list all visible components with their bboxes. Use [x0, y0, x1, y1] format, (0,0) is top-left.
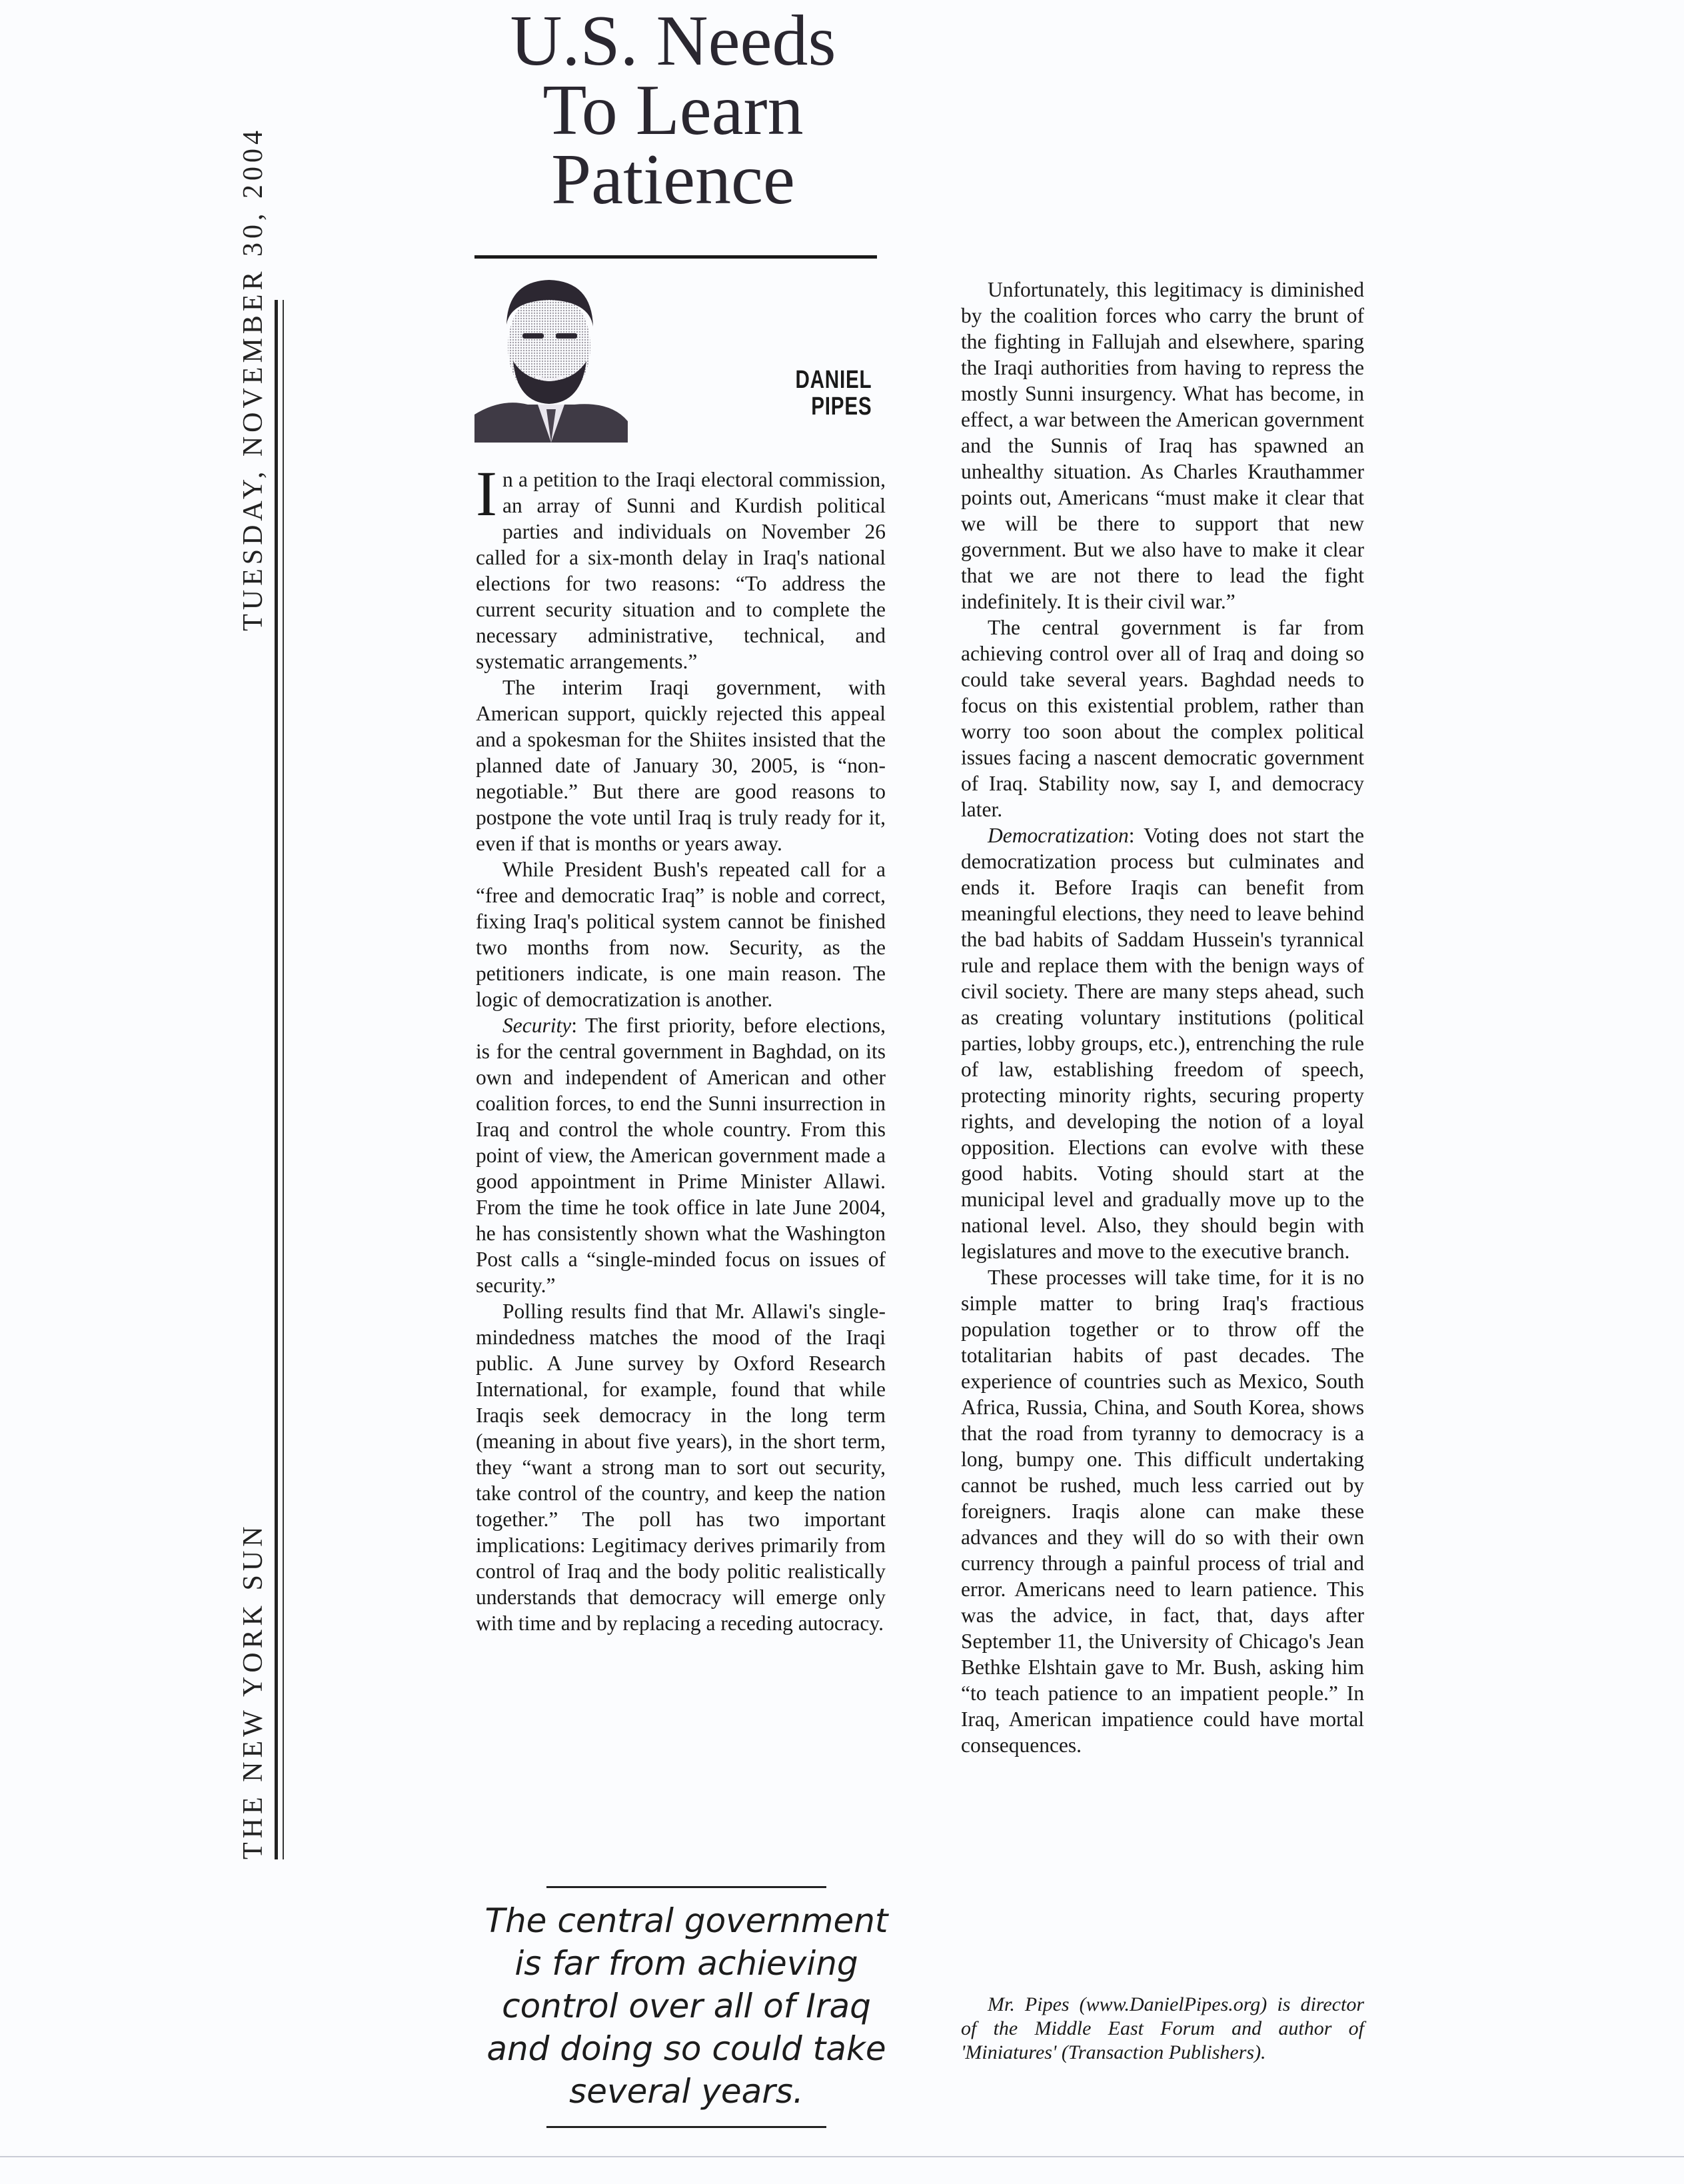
author-first-name: DANIEL [794, 366, 872, 394]
publication-name: THE NEW YORK SUN [238, 1522, 269, 1859]
paragraph: These processes will take time, for it is no simple matter to bring Iraq's fractious population together or to throw off the totalitarian habits of past decades. The experience of countries such as Mexico, South Africa, Russia, China, and South Korea, shows that the road from tyranny to democracy is a long, bumpy one. This difficult undertaking cannot be rushed, much less carried out by foreigners. Iraqis alone can make these advances and they will do so with their own currency through a painful process of trial and error. Americans need to learn patience. This was the advice, in fact, that, days after September 11, the University of Chicago's Jean Bethke Elshtain gave to Mr. Bush, asking him “to teach patience to an impatient people.” In Iraq, American impatience could have mortal consequences. [961, 1266, 1364, 1757]
paragraph [961, 822, 1364, 1264]
paragraph: The interim Iraqi government, with American support, quickly rejected this appeal and a spokesman for the Shiites insisted that the planned date of January 30, 2005, is “non-negotiable.” But there are good reasons to postpone the vote until Iraq is truly ready for it, even if that is months or years away. [476, 676, 886, 855]
headline-line-3: Patience [551, 140, 795, 219]
article-column-1 [476, 458, 886, 1636]
tagline-text: Mr. Pipes (www.DanielPipes.org) is director of the Middle East Forum and author of 'Miniatures' (Transaction Publishers). [961, 1993, 1364, 2063]
author-tagline [961, 1993, 1364, 2065]
section-label-security: Security [502, 1014, 572, 1037]
vertical-masthead [233, 127, 273, 1859]
author-byline [795, 367, 872, 420]
paragraph-text: : The first priority, before elections, is for the central government in Baghdad, on its own and independent of American and other coalition forces, to end the Sunni insurrection in Iraq and control the whole country. From this point of view, the American government made a good appointment in Prime Minister Allawi. From the time he took office in late June 2004, he has consistently shown what the Washington Post calls a “single-minded focus on issues of security.” [476, 1014, 886, 1297]
paragraph [476, 458, 886, 674]
section-label-democratization: Democratization [988, 824, 1129, 847]
scan-edge-line [0, 2156, 1684, 2157]
paragraph: While President Bush's repeated call for a “free and democratic Iraq” is noble and correct, fixing Iraq's political system cannot be finished two months from now. Security, as the petitioners indicate, is one main reason. The logic of democratization is another. [476, 858, 886, 1011]
drop-cap: I [476, 458, 497, 529]
headline-rule [474, 255, 877, 259]
paragraph-text: n a petition to the Iraqi electoral commission, an array of Sunni and Kurdish political parties and individuals on November 26 called for a six-month delay in Iraq's national elections for two reasons: “To address the current security situation and to complete the necessary administrative, technical, and systematic arrangements.” [476, 468, 886, 673]
pullquote: The central government is far from achieving control over all of Iraq and doing so could take several years. [484, 1901, 888, 2111]
headline-line-2: To Learn [542, 71, 804, 150]
paragraph: Unfortunately, this legitimacy is diminished by the coalition forces who carry the brunt of the fighting in Fallujah and elsewhere, sparing the Iraqi authorities from having to repress the mostly Sunni insurgency. What has become, in effect, a war between the American government and the Sunnis of Iraq has spawned an unhealthy situation. As Charles Krauthammer points out, Americans “must make it clear that we will be there to support that new government. But we also have to make it clear that we are not there to lead the fight indefinitely. It is their civil war.” [961, 278, 1364, 613]
masthead-rule-thick [275, 300, 278, 1859]
pullquote-rule-top [546, 1886, 826, 1888]
headline-line-1: U.S. Needs [510, 1, 836, 81]
author-photo-block [474, 261, 877, 443]
paragraph: Polling results find that Mr. Allawi's single-mindedness matches the mood of the Iraqi public. A June survey by Oxford Research International, for example, found that while Iraqis seek democracy in the long term (meaning in about five years), in the short term, they “want a strong man to sort out security, take control of the country, and keep the nation together.” The poll has two important implications: Legitimacy derives primarily from control of Iraq and the body politic realistically understands that democracy will emerge only with time and by replacing a receding autocracy. [476, 1300, 886, 1635]
paragraph-text: : Voting does not start the democratization process but culminates and ends it. Before Iraqis can benefit from meaningful elections, they need to leave behind the bad habits of Saddam Hussein's tyrannical rule and replace them with the benign ways of civil society. There are many steps ahead, such as creating voluntary institutions (political parties, lobby groups, etc.), entrenching the rule of law, establishing freedom of speech, protecting minority rights, securing property rights, and developing the notion of a loyal opposition. Elections can evolve with these good habits. Voting should start at the municipal level and gradually move up to the national level. Also, they should begin with legislatures and move to the executive branch. [961, 824, 1364, 1263]
publication-date: TUESDAY, NOVEMBER 30, 2004 [238, 127, 269, 631]
article-headline [480, 1, 866, 219]
paragraph: The central government is far from achieving control over all of Iraq and doing so could take several years. Baghdad needs to focus on this existential problem, rather than worry too soon about the complex political issues facing a nascent democratic government of Iraq. Stability now, say I, and democracy later. [961, 616, 1364, 821]
author-last-name: PIPES [810, 393, 872, 421]
paragraph [476, 1012, 886, 1298]
pullquote-rule-bottom [546, 2126, 826, 2128]
author-portrait-image [474, 261, 628, 443]
article-column-2 [961, 277, 1364, 1758]
masthead-rule-thin [283, 300, 284, 1859]
